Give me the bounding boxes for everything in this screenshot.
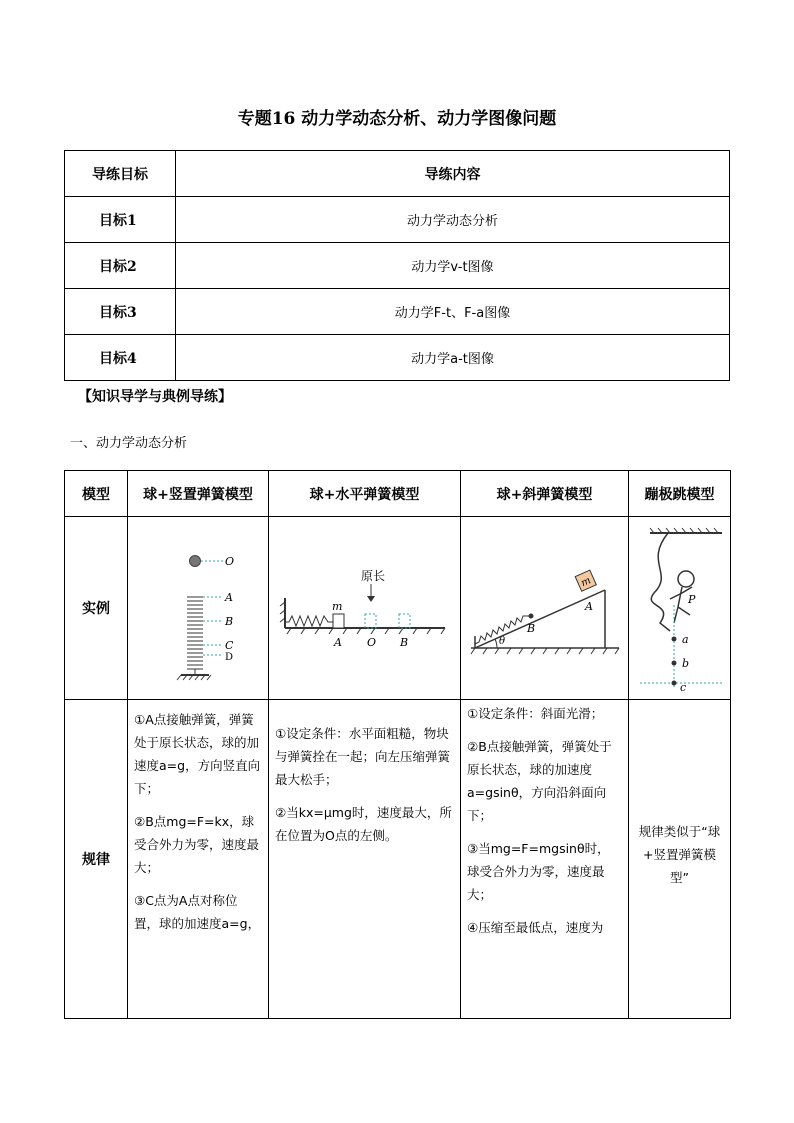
label-a: A — [333, 636, 342, 649]
table-row — [65, 335, 730, 381]
table-row — [65, 289, 730, 335]
label-b: B — [526, 622, 535, 635]
label-a-lower: a — [681, 633, 689, 646]
table-row — [65, 243, 730, 289]
section-title: 一、动力学动态分析 — [70, 436, 188, 451]
label-theta: θ — [498, 636, 505, 647]
goal-content: 动力学v-t图像 — [176, 243, 730, 289]
label-p: P — [687, 593, 695, 606]
horizontal-spring-diagram — [275, 558, 455, 658]
example-row — [65, 517, 731, 700]
label-b: B — [225, 615, 234, 628]
section-heading: 【知识导学与典例导练】 — [78, 389, 232, 405]
bungee-diagram-cell — [629, 517, 731, 700]
goal-name: 目标3 — [65, 289, 176, 335]
header-model: 模型 — [65, 471, 128, 517]
rule-row — [65, 700, 731, 1019]
vertical-spring-diagram — [133, 533, 263, 683]
page-title: 专题16 动力学动态分析、动力学图像问题 — [237, 109, 557, 129]
goals-header-row — [65, 151, 730, 197]
rule-text: ②B点mg=F=kx，球受合外力为零，速度最大； — [134, 814, 260, 875]
header-bungee: 蹦极跳模型 — [629, 471, 731, 517]
incline-spring-diagram — [465, 548, 625, 668]
rule-text: ②当kx=μmg时，速度最大，所在位置为O点的左侧。 — [275, 805, 452, 843]
label-a: A — [225, 591, 233, 604]
label-b-lower: b — [681, 657, 689, 670]
goal-name: 目标1 — [65, 197, 176, 243]
model-header-row — [65, 471, 731, 517]
header-horizontal-spring: 球+水平弹簧模型 — [269, 471, 461, 517]
header-incline-spring: 球+斜弹簧模型 — [461, 471, 629, 517]
rule-text: ②B点接触弹簧，弹簧处于原长状态，球的加速度a=gsinθ，方向沿斜面向下； — [467, 739, 612, 823]
label-c: C — [225, 639, 234, 652]
header-vertical-spring: 球+竖置弹簧模型 — [128, 471, 269, 517]
rule-text: ③C点为A点对称位置，球的加速度a=g， — [134, 893, 261, 931]
label-natural-length: 原长 — [360, 569, 385, 583]
goals-header-content: 导练内容 — [176, 151, 730, 197]
model-table — [64, 470, 731, 1019]
rule-text: 规律类似于“球+竖置弹簧模型” — [638, 823, 721, 885]
rule-text: ①设定条件：水平面粗糙，物块与弹簧拴在一起；向左压缩弹簧最大松手； — [275, 726, 451, 787]
bungee-rules — [629, 700, 731, 1019]
goal-content: 动力学动态分析 — [176, 197, 730, 243]
rule-text: ①A点接触弹簧，弹簧处于原长状态，球的加速度a=g，方向竖直向下； — [134, 712, 261, 796]
horizontal-spring-diagram-cell — [269, 517, 461, 700]
label-m: m — [331, 600, 342, 613]
goal-content: 动力学F-t、F-a图像 — [176, 289, 730, 335]
row-label-rule: 规律 — [65, 700, 128, 1019]
rule-text: ③当mg=F=mgsinθ时，球受合外力为零，速度最大； — [467, 841, 610, 902]
label-c-lower: c — [679, 681, 686, 693]
label-m: m — [579, 575, 593, 590]
bungee-diagram — [634, 523, 726, 693]
rule-text: ①设定条件：斜面光滑； — [467, 706, 604, 721]
label-o: O — [366, 636, 376, 649]
vertical-spring-diagram-cell — [128, 517, 269, 700]
incline-spring-diagram-cell — [461, 517, 629, 700]
rule-text: ④压缩至最低点，速度为 — [467, 920, 604, 935]
goals-header-goal: 导练目标 — [65, 151, 176, 197]
table-row — [65, 197, 730, 243]
goal-content: 动力学a-t图像 — [176, 335, 730, 381]
goal-name: 目标4 — [65, 335, 176, 381]
label-d: D — [225, 652, 234, 663]
label-a: A — [584, 600, 593, 613]
horizontal-spring-rules — [269, 700, 461, 1019]
row-label-example: 实例 — [65, 517, 128, 700]
goal-name: 目标2 — [65, 243, 176, 289]
incline-spring-rules — [461, 700, 629, 1019]
vertical-spring-rules — [128, 700, 269, 1019]
goals-table — [64, 150, 730, 381]
label-b: B — [399, 636, 408, 649]
label-o: O — [225, 555, 235, 568]
